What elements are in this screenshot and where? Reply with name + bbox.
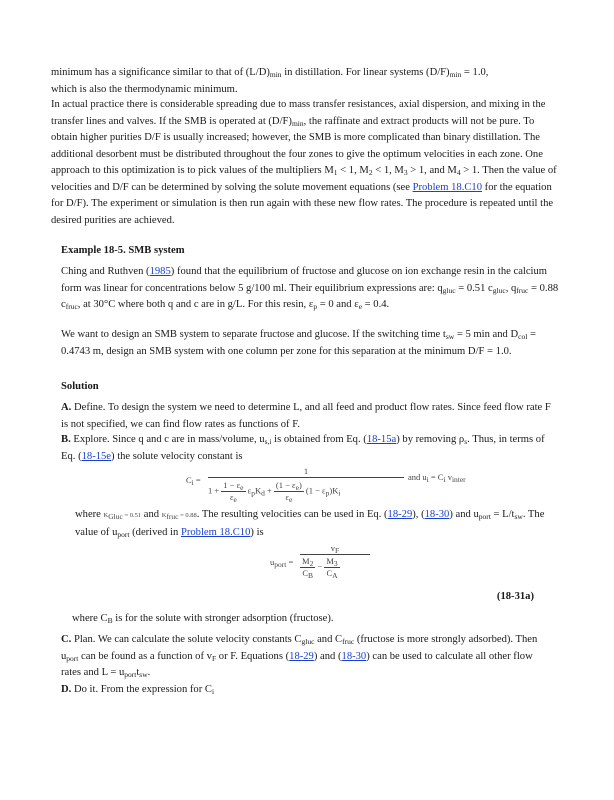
solution-heading: Solution — [61, 381, 99, 392]
eq-link-18-29-b[interactable]: 18-29 — [289, 650, 314, 662]
eq-link-18-30[interactable]: 18-30 — [424, 509, 450, 520]
where-k-values: where $K_{Gluc} = 0.51$ and $K_{fruc} = 0.88$. The resulting velocities can be used in Eq. (18-29), (18-30) and $u_{port} = L/t_{sw}$. The value of $u_{port}$ (derived in Problem 18.C10) is — [75, 509, 545, 539]
paragraph-practice: In actual practice there is considerable spreading due to mass transfer resistances, axial dispersion, and mixing in the transfer lines and valves. If the SMB is operated at $(D/F)_{min}$, the raffinate and extract products will not be pure. To obtain higher purities D/F is usually increased; however, the SMB is more complicated than binary distillation. The additional desorbent must be distributed throughout the four zones to give the optimum velocities in each zone. One approach to this optimization is to pick values of the multipliers $M_1 < 1$, $M_2 < 1$, $M_3 > 1$, and $M_4 > 1$. Then the value of velocities and D/F can be determined by solving the solute movement equations (see Problem 18.C10 for the equation for D/F). The experiment or simulation is then run again with these new flow rates. The procedure is repeated until the desired purities are achieved. — [51, 99, 557, 226]
where-cb: where $C_B$ is for the solute with stronger adsorption (fructose). — [72, 613, 334, 625]
equation-uport: $u_{port}$ = $v_F$ $\frac{M_2}{C_B}$ − $\frac{M_3}{C_A}$ — [270, 543, 380, 585]
step-a-define: A. Define. To design the system we need to determine L, and all feed and product flow rates. Since feed flow rate F is not specified, we can find flow rates as functions of F. — [61, 402, 551, 430]
problem-18-c10-link[interactable]: Problem 18.C10 — [180, 526, 251, 538]
step-d-do-it: D. Do it. From the expression for $C_i$ — [61, 684, 215, 696]
step-c-plan: C. Plan. We can calculate the solute velocity constants $C_{gluc}$ and $C_{fruc}$ (fructose is more strongly adsorbed). Then $u_{port}$ can be found as a function of $v_F$ or F. Equations (18-29) and (18-30) can be used to calculate all other flow rates and $L = u_{port}t_{sw}$. — [61, 634, 538, 679]
eq-link-18-15e[interactable]: 18-15e — [81, 450, 112, 462]
reference-link-1985[interactable]: 1985 — [149, 266, 171, 277]
equation-number: (18-31a) — [496, 591, 534, 602]
equation-velocity-constant: $C_i$ = 1 1 + $\frac{1 - \varepsilon_e}{\varepsilon_e}$ $\varepsilon_pK_d$ + $\frac{(1 - \varepsilon_e)}{\varepsilon_e}$ $(1 - \varepsilon_p)K_i$ and $u_i = C_i$ $v_{inter}$ — [186, 466, 466, 504]
example-paragraph-1: Ching and Ruthven (1985) found that the equilibrium of fructose and glucose on ion exchange resin in the calcium form was linear for concentrations below 5 g/100 ml. Their equilibrium expressions are: $q_{gluc} = 0.51$ $c_{gluc}$, $q_{fruc} = 0.88$ $c_{fruc}$, at 30°C where both q and c are in g/L. For this resin, $\varepsilon_p = 0$ and $\varepsilon_e = 0.4$. — [61, 266, 559, 311]
example-title: Example 18-5. SMB system — [61, 245, 185, 256]
eq-link-18-30-b[interactable]: 18-30 — [341, 650, 367, 662]
eq-link-18-15a[interactable]: 18-15a — [366, 434, 397, 445]
example-paragraph-2: We want to design an SMB system to separate fructose and glucose. If the switching time $t_{sw} = 5$ min and $D_{col} = 0.4743$ m, design an SMB system with one column per zone for this separation at the minimum D/F = 1.0. — [61, 329, 536, 357]
eq-link-18-29[interactable]: 18-29 — [387, 509, 413, 520]
problem-link[interactable]: Problem 18.C10 — [412, 181, 483, 193]
paragraph-dfmin: minimum has a significance similar to that of $(L/D)_{min}$ in distillation. For linear systems $(D/F)_{min} = 1.0$, which is also the thermodynamic minimum. — [51, 67, 489, 95]
step-b-explore: B. Explore. Since q and c are in mass/volume, $u_{s,i}$ is obtained from Eq. (18-15a) by removing $\rho_s$. Thus, in terms of Eq. (18-15e) the solute velocity constant is — [61, 434, 545, 462]
